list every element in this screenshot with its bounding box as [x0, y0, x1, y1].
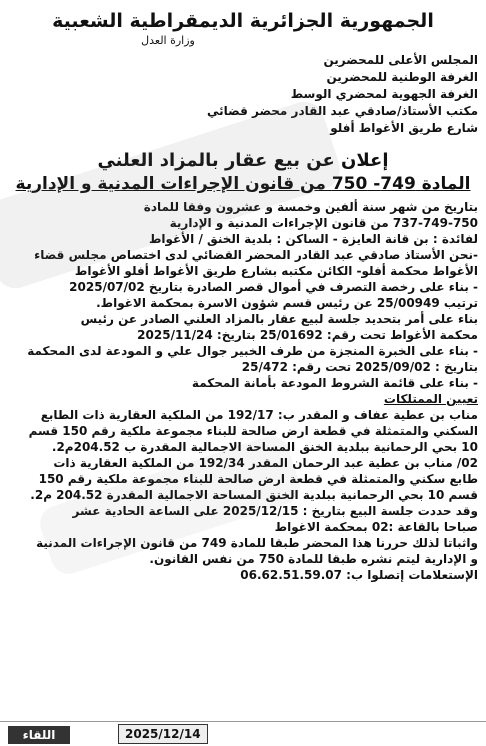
property-line: 10 بحي الرحمانية ببلدية الخنق المساحة الاجمالية المقدرة ب 204.52م2.: [51, 440, 478, 454]
issuer-line: مكتب الأستاذ/صادقي عبد القادر محضر قضائي: [206, 104, 478, 118]
ministry-line: وزارة العدل: [141, 34, 195, 47]
notice-title: إعلان عن بيع عقار بالمزاد العلني: [97, 150, 389, 171]
body-line: ترتيب 25/00949 عن رئيس قسم شؤون الاسرة بمحكمة الاغواط.: [96, 296, 478, 310]
body-line: 737-749-750 من قانون الإجراءات المدنية و الإدارية: [169, 216, 478, 230]
body-line: بتاريخ : 2025/09/02 تحت رقم: 25/472: [241, 360, 478, 374]
property-line: السكني والمتمثلة في قطعة ارض صالحة للبناء مجموعة ملكية رقم 150 قسم: [28, 424, 478, 438]
property-line: 02/ مناب بن عطية عبد الرحمان المقدر 192/34 من الملكية العقارية ذات: [53, 456, 478, 470]
newspaper-name: [8, 726, 70, 744]
section-heading: تعيين الممتلكات: [383, 392, 478, 406]
body-line: -نحن الأستاذ صادقي عبد القادر المحضر القضائي لدى اختصاص مجلس قضاء: [34, 248, 478, 262]
issuer-line: المجلس الأعلى للمحضرين: [323, 53, 478, 67]
body-line: بناء على أمر بتحديد جلسة لبيع عقار بالمزاد العلني الصادر عن رئيس: [80, 312, 478, 326]
property-line: طابع سكني والمتمثلة في قطعة ارض صالحة للبناء مجموعة ملكية رقم 150: [38, 472, 478, 486]
newspaper-name-label: اللقاء: [22, 728, 56, 742]
footer-bar: [0, 721, 486, 746]
republic-heading: الجمهورية الجزائرية الديمقراطية الشعبية: [52, 10, 434, 32]
contact-line: الإستعلامات إتصلوا ب: 06.62.51.59.07: [240, 568, 478, 582]
body-line: - بناء على الخبرة المنجزة من طرف الخبير جوال علي و المودعة لدى المحكمة: [27, 344, 478, 358]
property-line: مناب بن عطية عفاف و المقدر ب: 192/17 من الملكية العقارية ذات الطابع: [40, 408, 478, 422]
body-line: محكمة الأغواط تحت رقم: 25/01692 بتاريخ: 2025/11/24: [137, 328, 478, 342]
property-line: واثباتا لذلك حررنا هذا المحضر طبقا للمادة 749 من قانون الإجراءات المدنية: [36, 536, 478, 550]
body-line: بتاريخ من شهر سنة ألفين وخمسة و عشرون وفقا للمادة: [143, 200, 478, 214]
property-line: و الإدارية ليتم نشره طبقا للمادة 750 من نفس القانون.: [149, 552, 478, 566]
issuer-line: الغرفة الوطنية للمحضرين: [326, 70, 478, 84]
body-line: - بناء على قائمة الشروط المودعة بأمانة المحكمة: [191, 376, 478, 390]
notice-subtitle: المادة 749- 750 من قانون الإجراءات المدنية و الإدارية: [15, 174, 471, 194]
property-line: قسم 10 بحي الرحمانية ببلدية الخنق المساحة الاجمالية المقدرة 204.52 م2.: [30, 488, 478, 502]
issuer-line: شارع طريق الأغواط أفلو: [330, 121, 478, 135]
property-line: وقد حددت جلسة البيع بتاريخ : 2025/12/15 على الساعة الحادية عشر: [72, 504, 478, 518]
body-line: الأغواط محكمة أفلو- الكائن مكتبه بشارع طريق الأغواط أفلو الأغواط: [74, 264, 478, 278]
property-line: صباحا بالقاعة :02 بمحكمة الاغواط: [274, 520, 478, 534]
body-line: لفائدة : بن قانة العايزة - الساكن : بلدية الخنق / الأغواط: [148, 232, 478, 246]
publication-date: 2025/12/14: [118, 724, 208, 744]
body-line: - بناء على رخصة التصرف في أموال قصر الصادرة بتاريخ 2025/07/02: [69, 280, 478, 294]
issuer-line: الغرفة الجهوية لمحضري الوسط: [290, 87, 478, 101]
